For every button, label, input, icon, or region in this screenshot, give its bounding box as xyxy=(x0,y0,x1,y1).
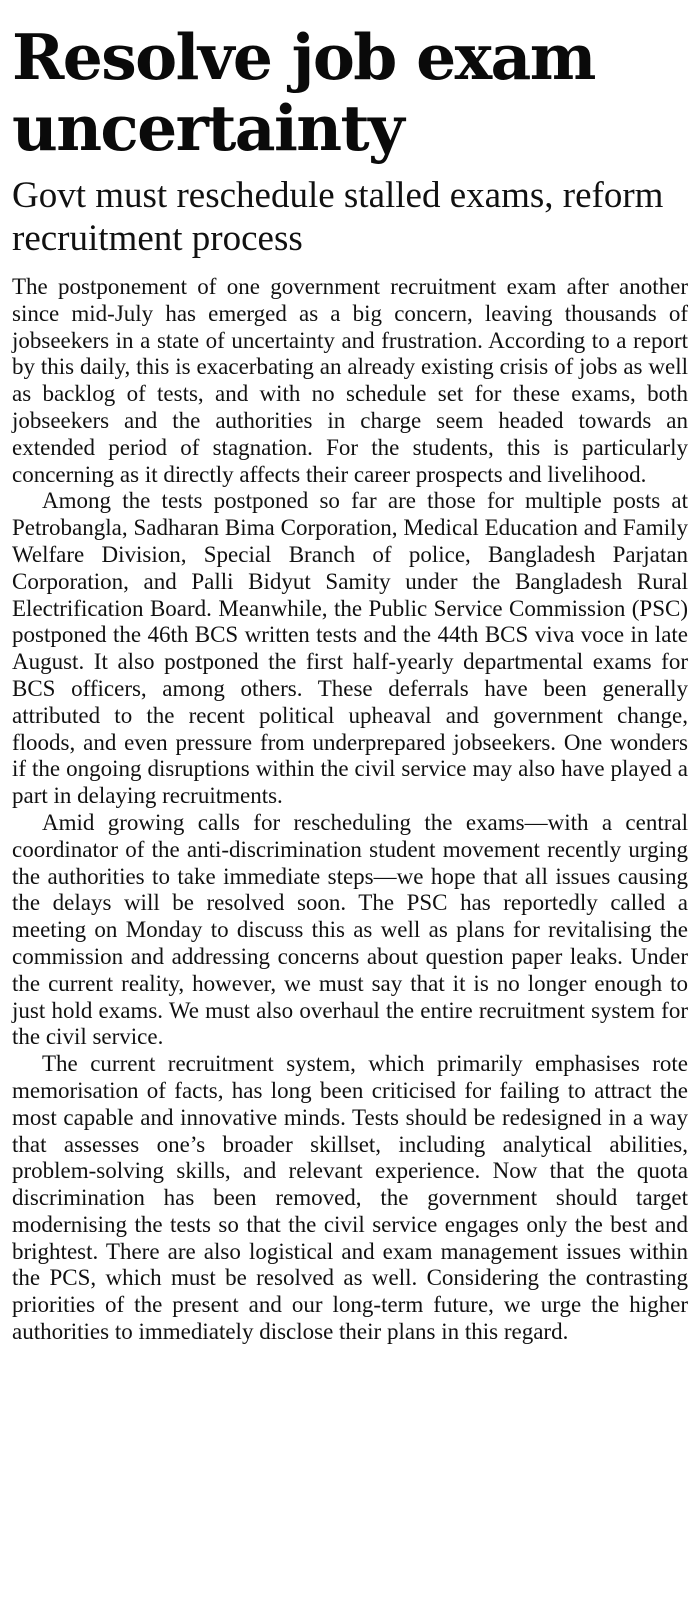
body-paragraph-3: Amid growing calls for rescheduling the exams—with a central coordinator of the anti-discrimination student movement recently urging the authorities to take immediate steps—we hope that all issues causing the delays will be resolved soon. The PSC has reportedly called a meeting on Monday to discuss this as well as plans for revitalising the commission and addressing concerns about question paper leaks. Under the current reality, however, we must say that it is no longer enough to just hold exams. We must also overhaul the entire recruitment system for the civil service. xyxy=(12,809,688,1050)
headline: Resolve job exam uncertainty xyxy=(12,20,595,165)
article-body xyxy=(12,274,688,1346)
subheadline: Govt must reschedule stalled exams, reform recruitment process xyxy=(12,175,664,259)
body-paragraph-4: The current recruitment system, which primarily emphasises rote memorisation of facts, has long been criticised for failing to attract the most capable and innovative minds. Tests should be redesigned in a way that assesses one’s broader skillset, including analytical abilities, problem-solving skills, and relevant experience. Now that the quota discrimination has been removed, the government should target modernising the tests so that the civil service engages only the best and brightest. There are also logistical and exam management issues within the PCS, which must be resolved as well. Considering the contrasting priorities of the present and our long-term future, we urge the higher authorities to immediately disclose their plans in this regard. xyxy=(12,1051,688,1345)
body-paragraph-1: The postponement of one government recruitment exam after another since mid-July has emerged as a big concern, leaving thousands of jobseekers in a state of uncertainty and frustration. According to a report by this daily, this is exacerbating an already existing crisis of jobs as well as backlog of tests, and with no schedule set for these exams, both jobseekers and the authorities in charge seem headed towards an extended period of stagnation. For the students, this is particularly concerning as it directly affects their career prospects and livelihood. xyxy=(12,274,688,487)
body-paragraph-2: Among the tests postponed so far are those for multiple posts at Petrobangla, Sadharan Bima Corporation, Medical Education and Family Welfare Division, Special Branch of police, Bangladesh Parjatan Corporation, and Palli Bidyut Samity under the Bangladesh Rural Electrification Board. Meanwhile, the Public Service Commission (PSC) postponed the 46th BCS written tests and the 44th BCS viva voce in late August. It also postponed the first half-yearly departmental exams for BCS officers, among others. These deferrals have been generally attributed to the recent political upheaval and government change, floods, and even pressure from underprepared jobseekers. One wonders if the ongoing disruptions within the civil service may also have played a part in delaying recruitments. xyxy=(12,488,688,809)
